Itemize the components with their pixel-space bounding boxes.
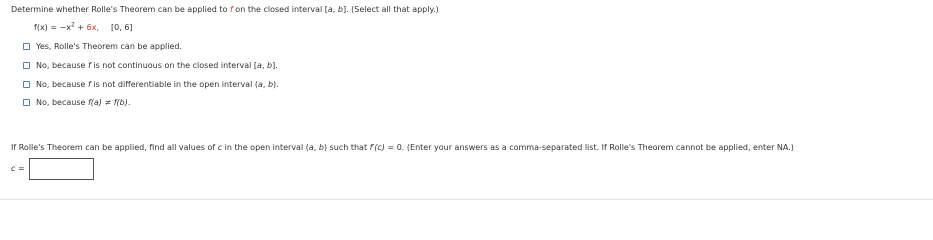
- opt-text-2: is not continuous on the closed interval [: [90, 60, 258, 70]
- function-interval: [0, 6]: [111, 23, 133, 32]
- option-label: [36, 80, 279, 89]
- function-plus: +: [74, 23, 87, 32]
- followup-text-4: = 0. (Enter your answers as a comma-separated list. If Rolle's Theorem cannot be applied, enter NA.): [384, 143, 794, 152]
- opt-a: a: [257, 79, 263, 89]
- followup-fprime: f′(c): [369, 143, 385, 152]
- opt-text-3: .: [127, 97, 131, 107]
- function-term: 6x,: [86, 23, 100, 32]
- followup-prompt: [11, 143, 794, 153]
- followup-a: a: [308, 143, 314, 152]
- divider: [0, 199, 933, 200]
- prompt-f: f: [229, 5, 233, 14]
- followup-text-3: ) such that: [323, 143, 370, 152]
- opt-comma: ,: [261, 60, 268, 70]
- opt-text: No, because: [36, 60, 88, 70]
- prompt-comma: ,: [332, 5, 338, 14]
- prompt-b: b: [337, 5, 343, 14]
- opt-text-2: is not differentiable in the open interval (: [90, 79, 258, 89]
- followup-c: c: [217, 143, 223, 152]
- prompt-text-2: on the closed interval [: [232, 5, 328, 14]
- function-lhs: f(x) = −x: [34, 23, 72, 32]
- followup-comma: ,: [313, 143, 319, 152]
- opt-fa: f(a): [87, 97, 102, 107]
- opt-text: No, because: [36, 79, 88, 89]
- followup-text-2: in the open interval (: [222, 143, 309, 152]
- option-label: [36, 98, 130, 107]
- followup-text: If Rolle's Theorem can be applied, find all values of: [11, 143, 218, 152]
- checkbox[interactable]: [23, 62, 30, 69]
- question-prompt: [11, 5, 439, 15]
- opt-text-3: ].: [272, 60, 278, 70]
- opt-b: b: [267, 79, 274, 89]
- opt-fb: f(b): [113, 97, 128, 107]
- prompt-text: Determine whether Rolle's Theorem can be applied to: [11, 5, 230, 14]
- answer-input[interactable]: [29, 158, 94, 180]
- prompt-text-3: ]. (Select all that apply.): [342, 5, 439, 14]
- option-label: [36, 61, 278, 70]
- opt-f: f: [87, 60, 91, 70]
- option-not-continuous[interactable]: [23, 60, 278, 70]
- answer-label-text: c =: [11, 164, 25, 173]
- checkbox[interactable]: [23, 99, 30, 106]
- function-exponent: 2: [71, 21, 75, 29]
- answer-label: [11, 164, 25, 174]
- opt-comma: ,: [262, 79, 268, 89]
- opt-a: a: [257, 60, 262, 70]
- prompt-a: a: [327, 5, 333, 14]
- checkbox[interactable]: [23, 81, 30, 88]
- option-not-equal[interactable]: [23, 97, 130, 107]
- opt-text: No, because: [36, 97, 88, 107]
- opt-f: f: [87, 79, 91, 89]
- opt-text-3: ).: [273, 79, 279, 89]
- option-yes[interactable]: [23, 41, 182, 51]
- checkbox[interactable]: [23, 43, 30, 50]
- option-label: Yes, Rolle's Theorem can be applied.: [36, 41, 183, 51]
- function-definition: [34, 23, 133, 33]
- opt-neq: ≠: [101, 97, 114, 107]
- opt-b: b: [267, 60, 273, 70]
- followup-b: b: [318, 143, 324, 152]
- option-not-differentiable[interactable]: [23, 79, 279, 89]
